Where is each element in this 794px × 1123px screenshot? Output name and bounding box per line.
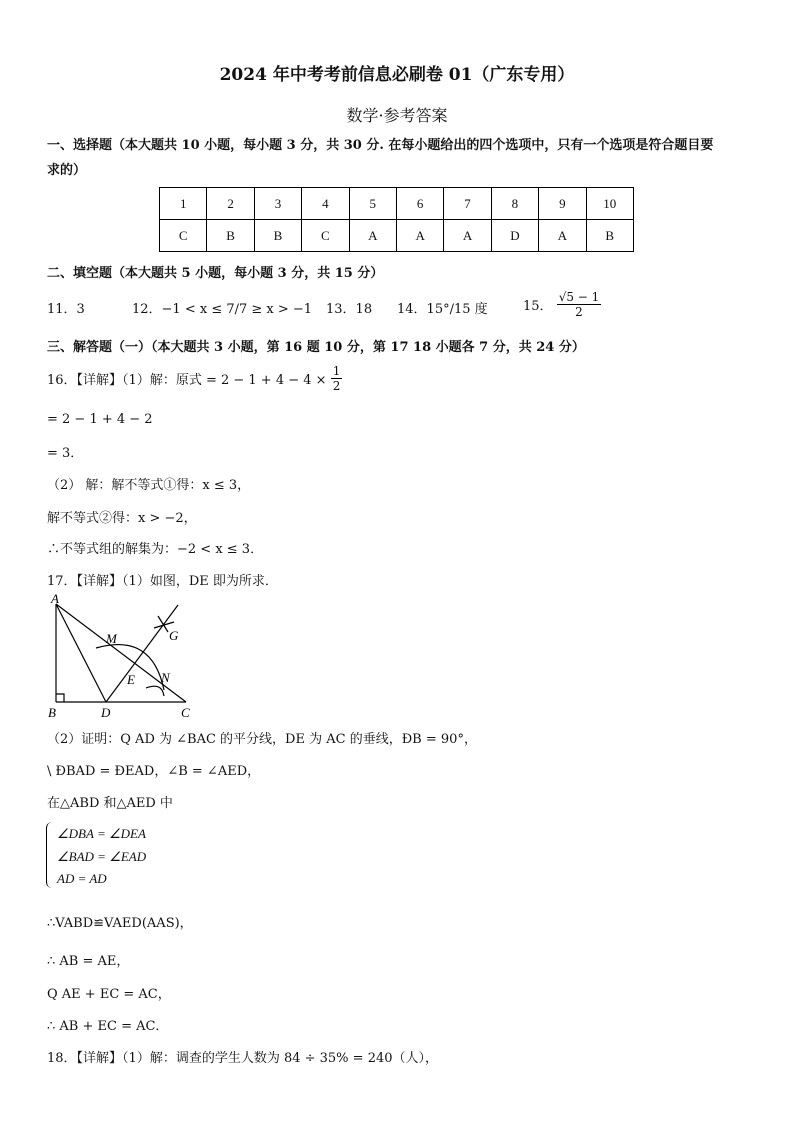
question-number-cell: 7 — [444, 188, 491, 220]
point-label-c: C — [181, 705, 190, 720]
fill-answer-11: 11．3 — [47, 302, 85, 317]
fill-answer-15-label: 15． — [523, 299, 553, 314]
fraction — [331, 364, 343, 393]
q17-line2: （2）证明：Q AD 为 ∠BAC 的平分线，DE 为 AC 的垂线，ÐB = 90°， — [47, 732, 477, 747]
system-brace — [46, 822, 55, 888]
q17-line7: Q AE + EC = AC， — [47, 987, 171, 1002]
q17-line6: ∴ AB = AE， — [47, 954, 130, 969]
point-label-a: A — [51, 591, 59, 606]
question-number-cell: 2 — [207, 188, 254, 220]
point-label-e: E — [127, 672, 135, 687]
point-label-d: D — [101, 705, 111, 720]
answer-cell: C — [302, 220, 349, 252]
fill-answer-13: 13．18 — [326, 302, 373, 317]
q16-line1 — [47, 364, 342, 393]
answer-table-answer-row — [160, 220, 634, 252]
q16-line2: = 2 − 1 + 4 − 2 — [47, 412, 153, 427]
system-line1: ∠DBA = ∠DEA — [57, 826, 146, 841]
construction-arc-n — [146, 686, 164, 696]
point-label-g: G — [169, 628, 179, 643]
question-number-cell: 10 — [586, 188, 633, 220]
answer-cell: A — [444, 220, 491, 252]
segment-ad — [56, 604, 106, 702]
q16-line3: = 3． — [47, 446, 84, 461]
q16-line5: 解不等式②得：x > −2， — [47, 511, 197, 526]
section2-heading: 二、填空题（本大题共 5 小题，每小题 3 分，共 15 分） — [47, 266, 384, 281]
question-number-cell: 4 — [302, 188, 349, 220]
answer-cell: A — [539, 220, 586, 252]
fraction — [557, 290, 602, 319]
answer-cell: A — [349, 220, 396, 252]
answer-table — [159, 187, 634, 252]
point-label-b: B — [48, 705, 56, 720]
fraction-numerator: 1 — [332, 364, 341, 378]
answer-cell: A — [396, 220, 443, 252]
page-subtitle: 数学·参考答案 — [346, 106, 448, 125]
question-number-cell: 3 — [254, 188, 301, 220]
answer-table-number-row — [160, 188, 634, 220]
geometry-figure — [40, 590, 210, 720]
fill-answer-14: 14．15°/15 度 — [397, 302, 488, 317]
q16-line6: ∴不等式组的解集为：−2 < x ≤ 3． — [47, 542, 264, 557]
question-number-cell: 9 — [539, 188, 586, 220]
q17-line3: \ ÐBAD = ÐEAD，∠B = ∠AED， — [47, 764, 261, 779]
fill-answer-12: 12．−1 < x ≤ 7/7 ≥ x > −1 — [132, 302, 313, 317]
fraction-denominator: 2 — [332, 379, 341, 393]
point-label-m: M — [106, 631, 117, 646]
system-line3: AD = AD — [57, 871, 107, 886]
fraction-denominator: 2 — [575, 305, 583, 319]
answer-cell: D — [491, 220, 538, 252]
question-number-cell: 6 — [396, 188, 443, 220]
q17-line4: 在△ABD 和△AED 中 — [47, 796, 173, 811]
fill-answer-15 — [523, 290, 601, 319]
section3-heading: 三、解答题（一）（本大题共 3 小题，第 16 题 10 分，第 17 18 小题各 7 分，共 24 分） — [47, 340, 585, 355]
answer-cell: C — [160, 220, 207, 252]
q18-line1: 18．【详解】（1）解：调查的学生人数为 84 ÷ 35% = 240（人）， — [47, 1051, 439, 1066]
answer-cell: B — [254, 220, 301, 252]
q17-line1: 17．【详解】（1）如图，DE 即为所求． — [47, 574, 278, 589]
segment-ac — [56, 604, 186, 702]
question-number-cell: 5 — [349, 188, 396, 220]
point-label-n: N — [161, 670, 170, 685]
q17-line5: ∴VABD≌VAED(AAS)， — [47, 916, 193, 931]
section1-heading-line2: 求的） — [47, 163, 87, 178]
page-title: 2024 年中考考前信息必刷卷 01（广东专用） — [219, 65, 575, 85]
section1-heading-line1: 一、选择题（本大题共 10 小题，每小题 3 分，共 30 分. 在每小题给出的四个选项中，只有一个选项是符合题目要 — [47, 138, 714, 153]
q16-line4: （2） 解：解不等式①得：x ≤ 3， — [47, 478, 251, 493]
answer-cell: B — [586, 220, 633, 252]
answer-cell: B — [207, 220, 254, 252]
q16-line1-text: 16．【详解】（1）解：原式 = 2 − 1 + 4 − 4 × — [47, 373, 327, 388]
q17-line8: ∴ AB + EC = AC． — [47, 1019, 169, 1034]
question-number-cell: 8 — [491, 188, 538, 220]
question-number-cell: 1 — [160, 188, 207, 220]
fraction-numerator: √5 − 1 — [558, 290, 600, 304]
right-angle-mark — [56, 694, 64, 702]
system-line2: ∠BAD = ∠EAD — [57, 849, 147, 864]
